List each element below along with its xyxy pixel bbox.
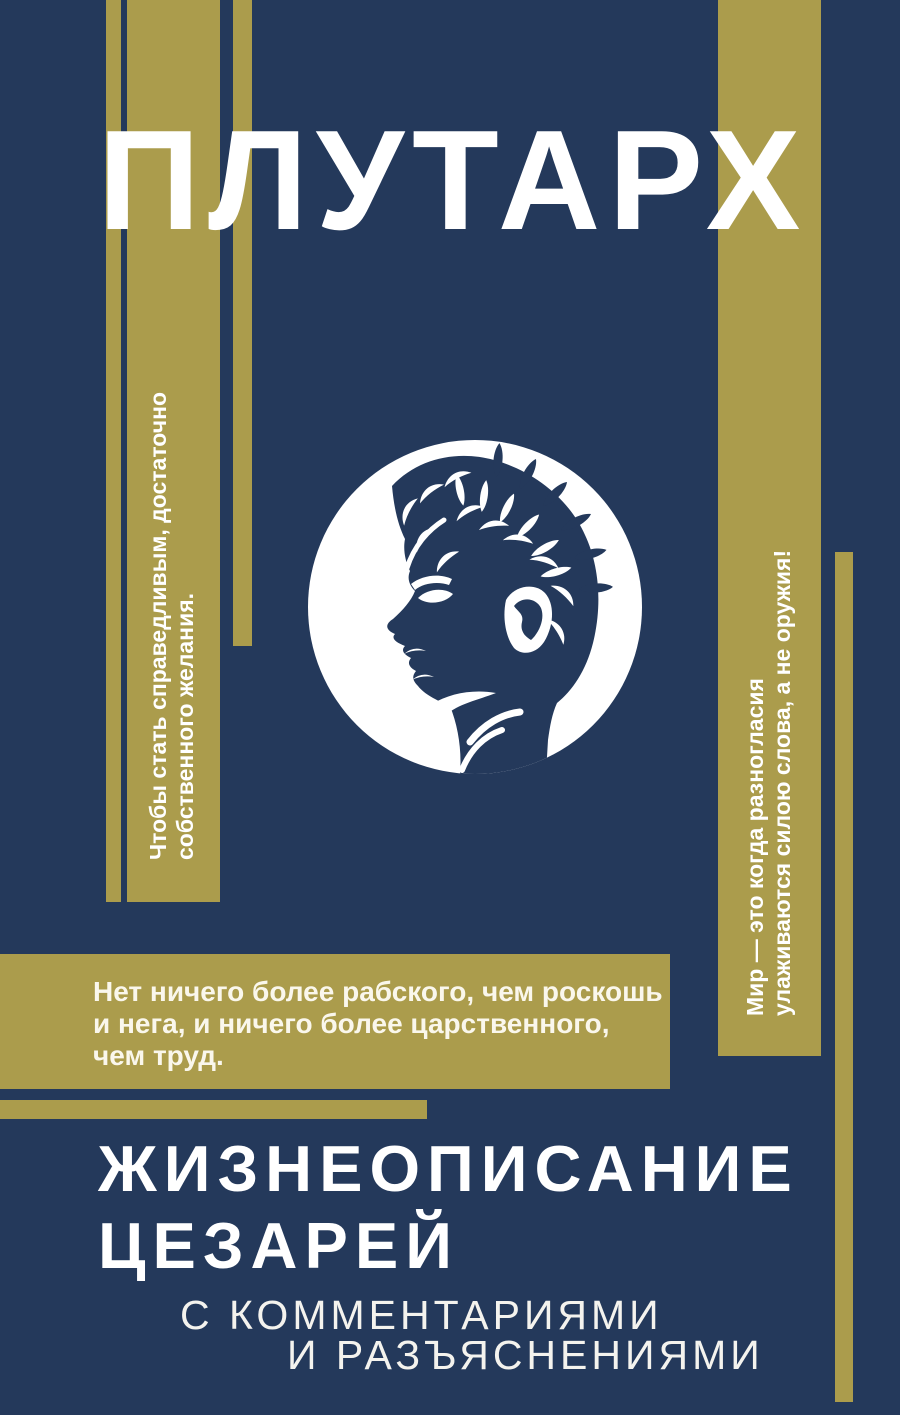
right-vertical-quote <box>742 550 796 1016</box>
left-inner-thin-stripe <box>233 0 252 646</box>
gold-accent-bar <box>0 1100 427 1119</box>
left-vertical-quote <box>145 392 199 860</box>
left-vertical-quote-line1: Чтобы стать справедливым, достаточно <box>145 391 171 860</box>
book-subtitle-line2: И РАЗЪЯСНЕНИЯМИ <box>287 1332 764 1378</box>
book-subtitle-line1: С КОММЕНТАРИЯМИ <box>180 1292 663 1338</box>
caesar-laurel-profile-icon <box>308 440 642 774</box>
quote-box-line3: чем труд. <box>93 1040 224 1071</box>
quote-box-line2: и нега, и ничего более царственного, <box>93 1008 610 1039</box>
author-name: ПЛУТАРХ <box>98 101 809 260</box>
right-thin-stripe <box>835 552 853 1402</box>
right-vertical-quote-line2: улаживаются силою слова, а не оружия! <box>769 549 795 1016</box>
quote-box <box>0 954 670 1089</box>
left-vertical-quote-line2: собственного желания. <box>172 592 198 860</box>
quote-box-line1: Нет ничего более рабского, чем роскошь <box>93 976 663 1007</box>
book-title-line2: ЦЕЗАРЕЙ <box>98 1209 459 1282</box>
right-vertical-quote-line1: Мир — это когда разногласия <box>742 678 768 1016</box>
book-title-line1: ЖИЗНЕОПИСАНИЕ <box>98 1132 799 1205</box>
